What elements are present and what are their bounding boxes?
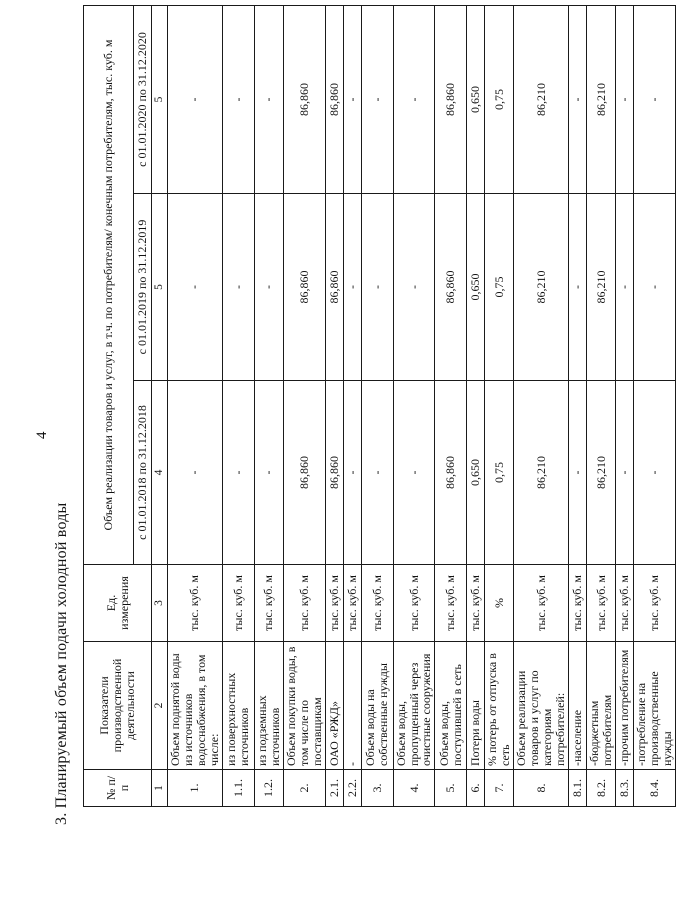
row-unit: % [485,565,514,642]
row-indicator: Объем воды на собственные нужды [361,642,393,770]
row-value-2019: 86,860 [325,194,343,381]
row-unit: тыс. куб. м [569,565,587,642]
table-row [361,5,393,806]
row-value-2020: 0,75 [485,5,514,193]
index-cell: 2 [152,642,168,770]
row-unit: тыс. куб. м [254,565,283,642]
row-value-2020: - [222,5,254,193]
row-number: 8.2. [587,770,616,807]
row-unit: тыс. куб. м [222,565,254,642]
row-value-2019: 0,75 [485,194,514,381]
row-unit: тыс. куб. м [634,565,676,642]
row-value-2019: - [569,194,587,381]
row-indicator: ОАО «РЖД» [325,642,343,770]
row-value-2019: 0,650 [467,194,485,381]
row-unit: тыс. куб. м [467,565,485,642]
water-supply-table [83,5,676,807]
row-value-2018: - [361,381,393,565]
row-value-2018: 86,210 [514,381,569,565]
row-value-2020: - [569,5,587,193]
row-indicator: Объем поднятой воды из источников водоснабжения, в том числе: [168,642,223,770]
header-no: № п/п [84,770,152,807]
table-row [616,5,634,806]
row-indicator: -прочим потребителям [616,642,634,770]
row-value-2018: - [393,381,435,565]
row-number: 1. [168,770,223,807]
row-indicator: - [343,642,361,770]
row-indicator: из поверхностных источников [222,642,254,770]
row-unit: тыс. куб. м [325,565,343,642]
row-value-2018: 86,210 [587,381,616,565]
table-row [569,5,587,806]
row-unit: тыс. куб. м [361,565,393,642]
table-row [435,5,467,806]
row-value-2018: - [569,381,587,565]
index-cell: 5 [152,5,168,193]
row-value-2018: 86,860 [325,381,343,565]
row-indicator: Объем воды, поступившей в сеть [435,642,467,770]
row-indicator: из подземных источников [254,642,283,770]
row-value-2020: - [343,5,361,193]
table-row [485,5,514,806]
row-value-2019: 86,210 [514,194,569,381]
table-row [254,5,283,806]
row-value-2020: 86,210 [587,5,616,193]
row-value-2020: 0,650 [467,5,485,193]
row-value-2020: - [393,5,435,193]
row-indicator: Объем реализации товаров и услуг по категориям потребителей: [514,642,569,770]
table-row [283,5,325,806]
row-value-2019: 86,860 [435,194,467,381]
table-row [514,5,569,806]
row-unit: тыс. куб. м [616,565,634,642]
row-value-2020: - [634,5,676,193]
row-number: 3. [361,770,393,807]
row-value-2019: 86,860 [283,194,325,381]
table-row [168,5,223,806]
table-row [325,5,343,806]
header-period-2018: с 01.01.2018 по 31.12.2018 [134,381,152,565]
row-unit: тыс. куб. м [435,565,467,642]
row-value-2019: 86,210 [587,194,616,381]
row-unit: тыс. куб. м [393,565,435,642]
row-value-2019: - [616,194,634,381]
header-volume: Объем реализации товаров и услуг, в т.ч. по потребителям/ конечным потребителям, тыс. куб. м [84,5,134,564]
row-value-2019: - [343,194,361,381]
row-indicator: Потери воды [467,642,485,770]
table-row [634,5,676,806]
index-cell: 4 [152,381,168,565]
header-unit: Ед. измерения [84,565,152,642]
row-value-2020: 86,860 [325,5,343,193]
row-value-2020: 86,860 [283,5,325,193]
row-value-2019: - [393,194,435,381]
row-indicator: -население [569,642,587,770]
row-number: 8.1. [569,770,587,807]
row-number: 4. [393,770,435,807]
row-value-2020: - [168,5,223,193]
index-cell: 5 [152,194,168,381]
table-row [222,5,254,806]
table-row [467,5,485,806]
row-value-2018: 0,650 [467,381,485,565]
row-number: 8.4. [634,770,676,807]
row-value-2018: 86,860 [435,381,467,565]
row-unit: тыс. куб. м [343,565,361,642]
section-title: 3. Планируемый объем подачи холодной воды [53,502,70,825]
row-value-2018: - [254,381,283,565]
row-number: 1.1. [222,770,254,807]
row-value-2018: 0,75 [485,381,514,565]
row-number: 8.3. [616,770,634,807]
index-cell: 1 [152,770,168,807]
row-value-2020: 86,210 [514,5,569,193]
row-value-2018: - [616,381,634,565]
table-row [587,5,616,806]
row-unit: тыс. куб. м [514,565,569,642]
page-number: 4 [34,431,50,439]
table-row [343,5,361,806]
header-period-2020: с 01.01.2020 по 31.12.2020 [134,5,152,193]
row-value-2019: - [634,194,676,381]
row-value-2020: - [616,5,634,193]
row-indicator: -потребление на производственные нужды [634,642,676,770]
row-value-2019: - [168,194,223,381]
row-value-2018: - [222,381,254,565]
row-value-2018: - [168,381,223,565]
row-unit: тыс. куб. м [587,565,616,642]
row-indicator: Объем воды, пропущенный через очистные сооружения [393,642,435,770]
row-value-2018: - [343,381,361,565]
row-value-2020: - [254,5,283,193]
row-number: 5. [435,770,467,807]
row-value-2019: - [222,194,254,381]
row-number: 2.1. [325,770,343,807]
row-value-2020: 86,860 [435,5,467,193]
index-cell: 3 [152,565,168,642]
row-number: 8. [514,770,569,807]
table-row [393,5,435,806]
row-value-2018: - [634,381,676,565]
row-value-2018: 86,860 [283,381,325,565]
row-number: 7. [485,770,514,807]
row-indicator: Объем покупки воды, в том числе по поставщикам [283,642,325,770]
row-indicator: % потерь от отпуска в сеть [485,642,514,770]
row-number: 1.2. [254,770,283,807]
header-indicator: Показатели производственной деятельности [84,642,152,770]
row-number: 2. [283,770,325,807]
row-value-2019: - [254,194,283,381]
row-number: 6. [467,770,485,807]
row-number: 2.2. [343,770,361,807]
row-indicator: -бюджетным потребителям [587,642,616,770]
row-value-2019: - [361,194,393,381]
header-period-2019: с 01.01.2019 по 31.12.2019 [134,194,152,381]
row-unit: тыс. куб. м [168,565,223,642]
row-value-2020: - [361,5,393,193]
row-unit: тыс. куб. м [283,565,325,642]
